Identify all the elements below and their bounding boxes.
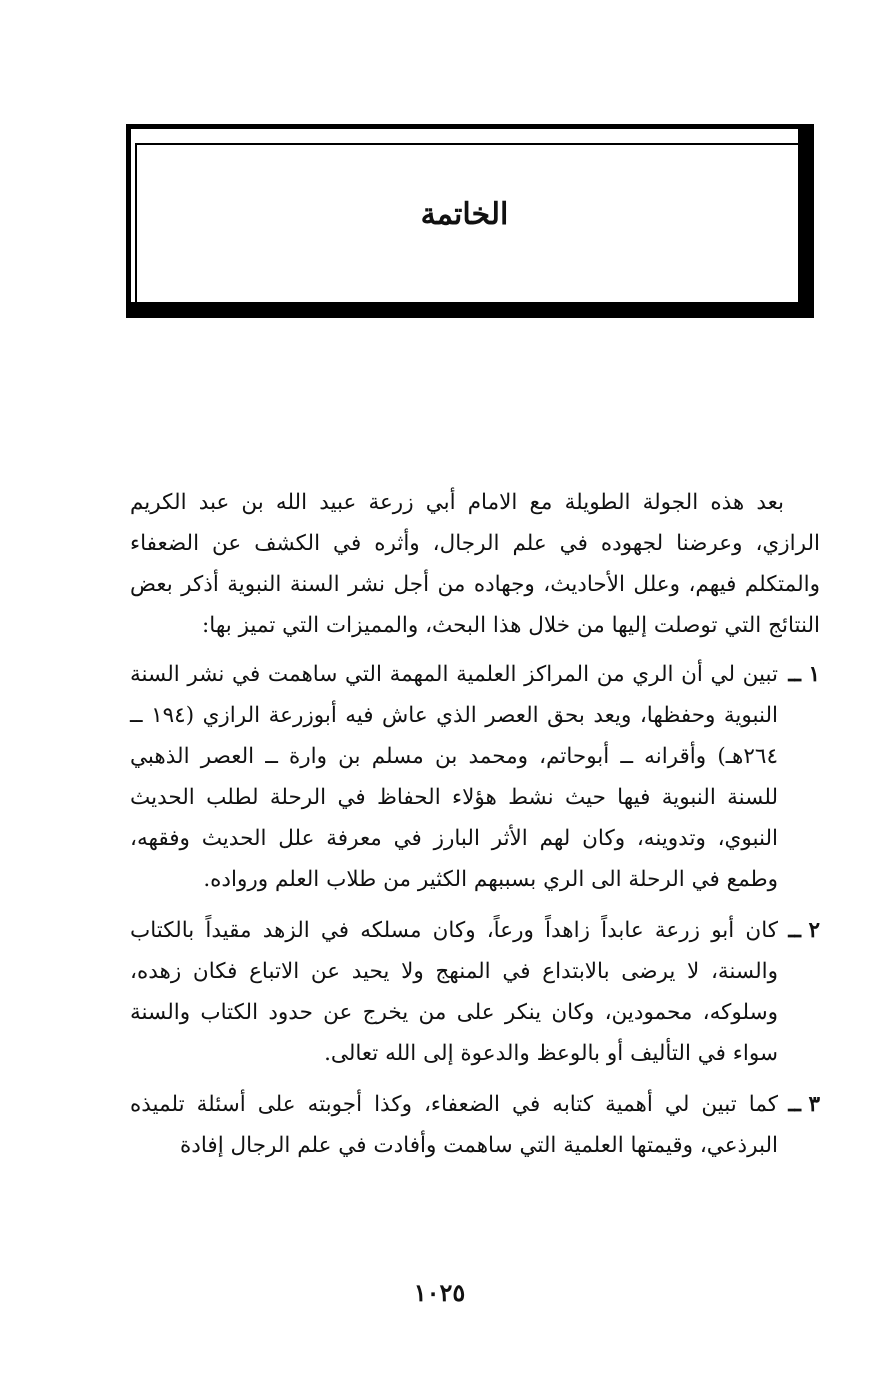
title-frame — [126, 124, 814, 318]
list-item-text: تبين لي أن الري من المراكز العلمية المهمة التي ساهمت في نشر السنة النبوية وحفظها، ويعد بحق العصر الذي عاش فيه أبوزرعة الرازي (١٩٤ ــ ٢٦٤هـ) وأقرانه ــ أبوحاتم، ومحمد بن مسلم بن وارة ــ العصر الذهبي للسنة النبوية فيها حيث نشط هؤلاء الحفاظ في الرحلة لطلب الحديث النبوي، وتدوينه، وكان لهم الأثر البارز في معرفة علل الحديث وفقهه، وطمع في الرحلة الى الري بسببهم الكثير من طلاب العلم ورواده. — [130, 662, 779, 892]
list-item-text: كان أبو زرعة عابداً زاهداً ورعاً، وكان مسلكه في الزهد مقيداً بالكتاب والسنة، لا يرضى بالابتداع في المنهج ولا يحيد عن الاتباع فكان زهده، وسلوكه، محمودين، وكان ينكر على من يخرج عن حدود الكتاب والسنة سواء في التأليف أو بالوعظ والدعوة إلى الله تعالى. — [130, 918, 778, 1066]
intro-paragraph: بعد هذه الجولة الطويلة مع الامام أبي زرعة عبيد الله بن عبد الكريم الرازي، وعرضنا لجهوده في علم الرجال، وأثره في الكشف عن الضعفاء والمتكلم فيهم، وعلل الأحاديث، وجهاده من أجل نشر السنة النبوية أذكر بعض النتائج التي توصلت إليها من خلال هذا البحث، والمميزات التي تميز بها: — [130, 490, 820, 638]
list-item-number: ٢ ــ — [788, 918, 820, 943]
list-item — [130, 654, 820, 900]
page-number: ١٠٢٥ — [413, 1278, 466, 1307]
body-text — [130, 482, 820, 1176]
list-item-text: كما تبين لي أهمية كتابه في الضعفاء، وكذا أجوبته على أسئلة تلميذه البرذعي، وقيمتها العلمية التي ساهمت وأفادت في علم الرجال إفادة — [130, 1092, 778, 1158]
list-item-number: ١ ــ — [788, 662, 820, 687]
chapter-title: الخاتمة — [420, 197, 509, 232]
list-item — [130, 910, 820, 1074]
list-item — [130, 1084, 820, 1166]
list-item-number: ٣ ــ — [788, 1092, 820, 1117]
